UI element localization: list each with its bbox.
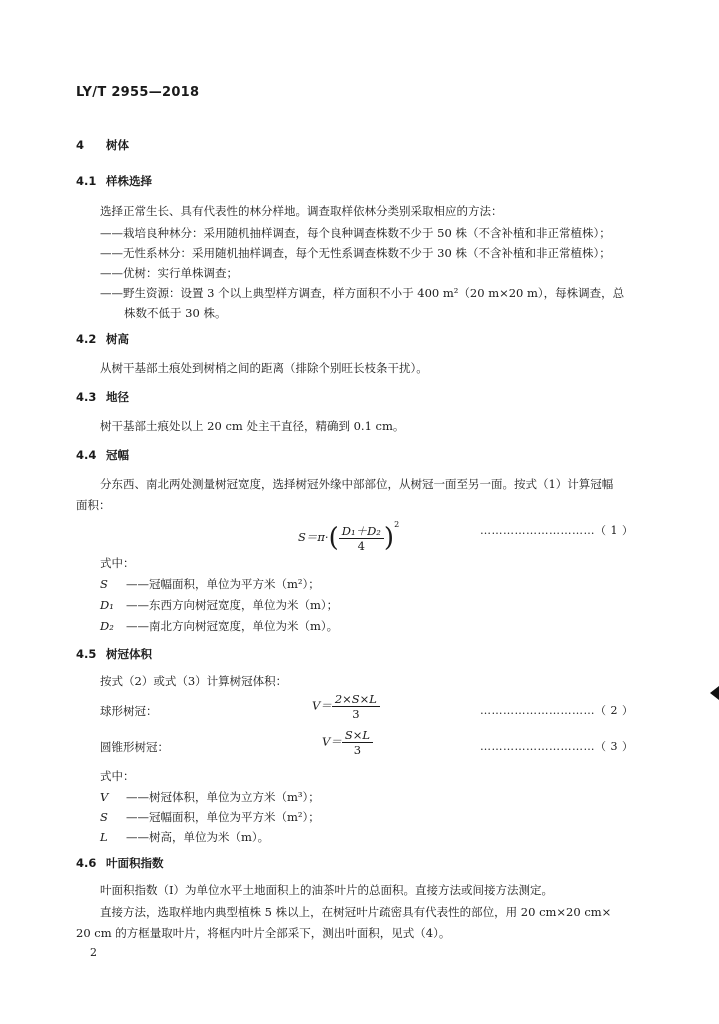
- section-4-1-heading: [76, 173, 152, 189]
- page-number: 2: [90, 946, 97, 959]
- section-number: 4: [76, 138, 85, 152]
- paren-close-icon: ): [383, 523, 395, 553]
- margin-arrow-icon: [710, 686, 719, 700]
- standard-header: LY/T 2955—2018: [76, 85, 200, 100]
- fraction: [342, 728, 373, 757]
- definition-symbol: L: [100, 830, 108, 844]
- fraction: [332, 692, 380, 721]
- list-item: ——无性系林分：采用随机抽样调查，每个无性系调查株数不少于 30 株（不含补植和非正常植株）；: [100, 246, 611, 260]
- section-title: 叶面积指数: [106, 856, 164, 870]
- section-4-3-text: 树干基部土痕处以上 20 cm 处主干直径，精确到 0.1 cm。: [100, 419, 405, 433]
- where-label: 式中：: [100, 769, 135, 783]
- fraction: [339, 524, 384, 553]
- equation-3: [322, 728, 373, 757]
- section-4-6-text: 直接方法，选取样地内典型植株 5 株以上，在树冠叶片疏密具有代表性的部位，用 20 cm×20 cm×: [100, 905, 612, 919]
- section-4-1-intro: 选择正常生长、具有代表性的林分样地。调查取样依林分类别采取相应的方法：: [100, 204, 503, 218]
- section-4-4-text: 分东西、南北两处测量树冠宽度，选择树冠外缘中部部位，从树冠一面至另一面。按式（1）计算冠幅: [100, 477, 614, 491]
- section-4-6-heading: [76, 855, 164, 871]
- section-4-heading: [76, 137, 129, 153]
- paren-open-icon: (: [328, 523, 339, 553]
- equation-3-label: …………………………（ 3 ）: [480, 740, 634, 753]
- section-number: 4.1: [76, 174, 97, 188]
- fraction-numerator: S×L: [342, 728, 373, 743]
- fraction-denominator: 4: [357, 538, 365, 553]
- section-4-4-heading: [76, 447, 129, 463]
- section-number: 4.5: [76, 647, 97, 661]
- section-title: 树冠体积: [106, 647, 152, 661]
- equation-2-name: 球形树冠：: [100, 704, 158, 718]
- section-number: 4.4: [76, 448, 97, 462]
- definition-symbol: D₁: [100, 598, 114, 612]
- section-4-3-heading: [76, 389, 129, 405]
- section-4-2-heading: [76, 331, 129, 347]
- section-4-2-text: 从树干基部土痕处到树梢之间的距离（排除个别旺长枝条干扰）。: [100, 361, 428, 375]
- fraction-numerator: 2×S×L: [332, 692, 380, 707]
- section-number: 4.6: [76, 856, 97, 870]
- exponent: 2: [394, 520, 400, 529]
- equation-lhs: S＝π·: [298, 530, 329, 544]
- definition-row: [100, 615, 338, 637]
- section-number: 4.3: [76, 390, 97, 404]
- section-title: 冠幅: [106, 448, 129, 462]
- definition-text: ——树冠体积，单位为立方米（m³）；: [126, 790, 320, 804]
- equation-lhs: V＝: [312, 698, 332, 713]
- fraction-numerator: D₁＋D₂: [339, 524, 384, 539]
- definition-text: ——树高，单位为米（m）。: [126, 830, 270, 844]
- definition-symbol: V: [100, 790, 109, 804]
- fraction-denominator: 3: [352, 707, 360, 721]
- list-item: ——栽培良种林分：采用随机抽样调查，每个良种调查株数不少于 50 株（不含补植和非正常植株）；: [100, 226, 611, 240]
- section-4-4-text-cont: 面积：: [76, 498, 111, 512]
- list-item-continuation: 株数不低于 30 株。: [124, 306, 227, 320]
- equation-lhs: V＝: [322, 734, 342, 749]
- definition-row: [100, 826, 269, 848]
- section-title: 地径: [106, 390, 129, 404]
- equation-1-label: …………………………（ 1 ）: [480, 524, 634, 537]
- list-item: ——野生资源：设置 3 个以上典型样方调查，样方面积不小于 400 m²（20 m×20 m），每株调查，总: [100, 286, 625, 300]
- equation-3-name: 圆锥形树冠：: [100, 740, 169, 754]
- definition-row: [100, 786, 320, 808]
- fraction-denominator: 3: [353, 743, 362, 757]
- definition-text: ——冠幅面积，单位为平方米（m²）；: [126, 577, 320, 591]
- equation-2: [312, 692, 380, 721]
- definition-symbol: S: [100, 577, 108, 591]
- section-title: 树体: [106, 138, 129, 152]
- definition-row: [100, 806, 320, 828]
- section-4-5-heading: [76, 646, 152, 662]
- definition-row: [100, 573, 320, 595]
- equation-2-label: …………………………（ 2 ）: [480, 704, 634, 717]
- section-number: 4.2: [76, 332, 97, 346]
- definition-text: ——东西方向树冠宽度，单位为米（m）；: [126, 598, 339, 612]
- definition-text: ——南北方向树冠宽度，单位为米（m）。: [126, 619, 339, 633]
- section-4-6-text: 叶面积指数（I）为单位水平土地面积上的油茶叶片的总面积。直接方法或间接方法测定。: [100, 883, 554, 897]
- definition-row: [100, 594, 338, 616]
- definition-symbol: S: [100, 810, 108, 824]
- list-item: ——优树：实行单株调查；: [100, 266, 238, 280]
- definition-text: ——冠幅面积，单位为平方米（m²）；: [126, 810, 320, 824]
- section-4-5-text: 按式（2）或式（3）计算树冠体积：: [100, 674, 288, 688]
- section-title: 树高: [106, 332, 129, 346]
- equation-1: [298, 514, 399, 553]
- where-label: 式中：: [100, 556, 135, 570]
- section-title: 样株选择: [106, 174, 152, 188]
- section-4-6-text-cont: 20 cm 的方框量取叶片，将框内叶片全部采下，测出叶面积，见式（4）。: [76, 926, 451, 940]
- definition-symbol: D₂: [100, 619, 114, 633]
